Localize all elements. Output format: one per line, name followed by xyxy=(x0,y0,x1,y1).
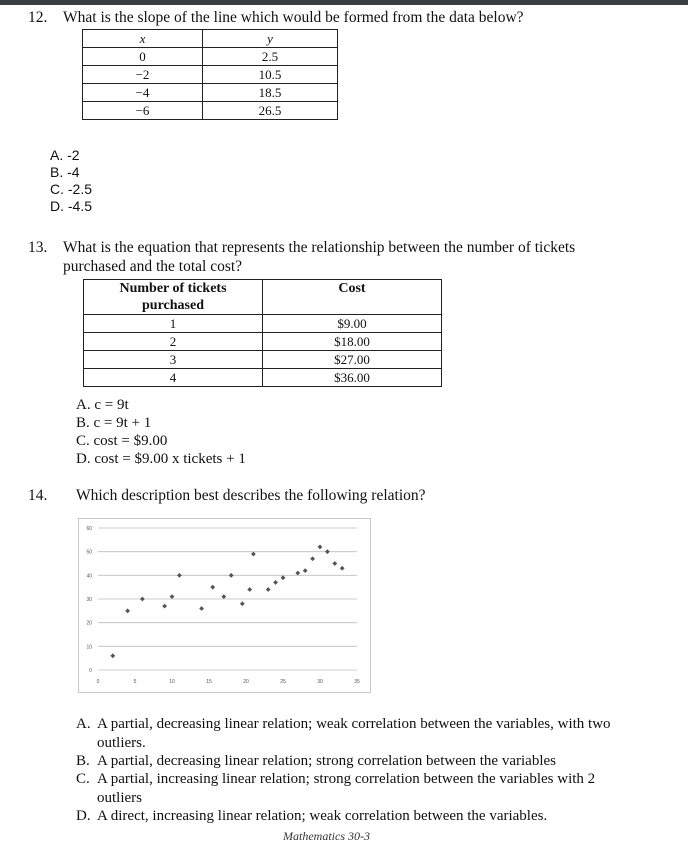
q14-text: Which description best describes the following relation? xyxy=(76,487,426,504)
q14-scatter-chart xyxy=(78,518,371,693)
x-tick-label: 30 xyxy=(317,679,323,685)
q14-option-a-line1[interactable]: A partial, decreasing linear relation; weak correlation between the variables, with two xyxy=(97,716,611,732)
q12-option-b[interactable]: B. -4 xyxy=(50,164,80,180)
x-tick-label: 15 xyxy=(206,679,212,685)
q13-cell: 2 xyxy=(84,333,263,351)
q14-number: 14. xyxy=(28,487,48,504)
table-row xyxy=(84,351,442,369)
q12-cell: −2 xyxy=(83,66,203,84)
q14-option-a-letter[interactable]: A. xyxy=(76,716,91,732)
q12-number: 12. xyxy=(28,9,48,26)
q13-option-c[interactable]: C. cost = $9.00 xyxy=(76,433,168,449)
x-tick-label: 5 xyxy=(133,679,137,685)
table-row xyxy=(83,48,338,66)
q12-cell: 18.5 xyxy=(203,84,338,102)
page-footer: Mathematics 30-3 xyxy=(283,829,370,843)
x-tick-label: 10 xyxy=(169,679,175,685)
q13-text-line2: purchased and the total cost? xyxy=(63,258,243,275)
q12-cell: −6 xyxy=(83,102,203,120)
q12-option-a[interactable]: A. -2 xyxy=(50,147,80,163)
q14-option-c-line2[interactable]: outliers xyxy=(97,790,142,806)
q13-cell: 4 xyxy=(84,369,263,387)
q14-option-b-line1[interactable]: A partial, decreasing linear relation; strong correlation between the variables xyxy=(97,753,556,769)
table-row xyxy=(83,66,338,84)
q14-option-c-letter[interactable]: C. xyxy=(76,771,90,787)
q13-cell: $18.00 xyxy=(263,333,442,351)
chart-border xyxy=(79,519,371,693)
q12-cell: 10.5 xyxy=(203,66,338,84)
table-row xyxy=(84,333,442,351)
q12-cell: 2.5 xyxy=(203,48,338,66)
q13-cell: $36.00 xyxy=(263,369,442,387)
table-row xyxy=(83,102,338,120)
q12-option-c[interactable]: C. -2.5 xyxy=(50,181,93,197)
q14-option-d-letter[interactable]: D. xyxy=(76,808,91,824)
y-tick-label: 60 xyxy=(86,526,92,532)
y-tick-label: 0 xyxy=(89,668,92,674)
x-tick-label: 25 xyxy=(280,679,286,685)
table-row xyxy=(84,369,442,387)
x-tick-label: 35 xyxy=(354,679,360,685)
q12-cell: −4 xyxy=(83,84,203,102)
y-tick-label: 50 xyxy=(86,549,92,556)
q12-text: What is the slope of the line which would be formed from the data below? xyxy=(63,9,524,26)
q12-cell: 26.5 xyxy=(203,102,338,120)
table-row xyxy=(83,84,338,102)
q14-option-b-letter[interactable]: B. xyxy=(76,753,90,769)
q13-option-d[interactable]: D. cost = $9.00 x tickets + 1 xyxy=(76,451,246,467)
q12-cell: 0 xyxy=(83,48,203,66)
q13-option-b[interactable]: B. c = 9t + 1 xyxy=(76,415,152,431)
q13-header-tickets xyxy=(84,280,263,315)
q12-header-y: y xyxy=(203,30,338,48)
q13-table xyxy=(83,279,442,387)
y-tick-label: 30 xyxy=(86,597,92,603)
q13-cell: 1 xyxy=(84,315,263,333)
x-tick-label: 20 xyxy=(243,679,249,685)
q12-table xyxy=(82,29,338,120)
x-tick-label: 0 xyxy=(96,679,100,685)
y-tick-label: 10 xyxy=(86,644,92,651)
q14-option-c-line1[interactable]: A partial, increasing linear relation; strong correlation between the variables with 2 xyxy=(97,771,596,787)
q13-text-line1: What is the equation that represents the relationship between the number of tickets xyxy=(63,239,576,256)
q13-header-cost: Cost xyxy=(263,280,442,315)
q13-header-tickets-line1: Number of tickets xyxy=(119,281,227,296)
q12-option-d[interactable]: D. -4.5 xyxy=(50,198,93,214)
q13-option-a[interactable]: A. c = 9t xyxy=(76,397,129,413)
table-row xyxy=(84,315,442,333)
q14-option-d-line1[interactable]: A direct, increasing linear relation; weak correlation between the variables. xyxy=(97,808,548,824)
q13-cell: $27.00 xyxy=(263,351,442,369)
y-tick-label: 40 xyxy=(86,573,92,580)
q13-cell: 3 xyxy=(84,351,263,369)
q13-cell: $9.00 xyxy=(263,315,442,333)
q13-header-tickets-line2: purchased xyxy=(142,298,204,313)
top-bar xyxy=(0,0,688,5)
q12-header-x: x xyxy=(83,30,203,48)
q13-number: 13. xyxy=(28,239,48,256)
y-tick-label: 20 xyxy=(86,620,92,627)
q14-option-a-line2[interactable]: outliers. xyxy=(97,735,146,751)
